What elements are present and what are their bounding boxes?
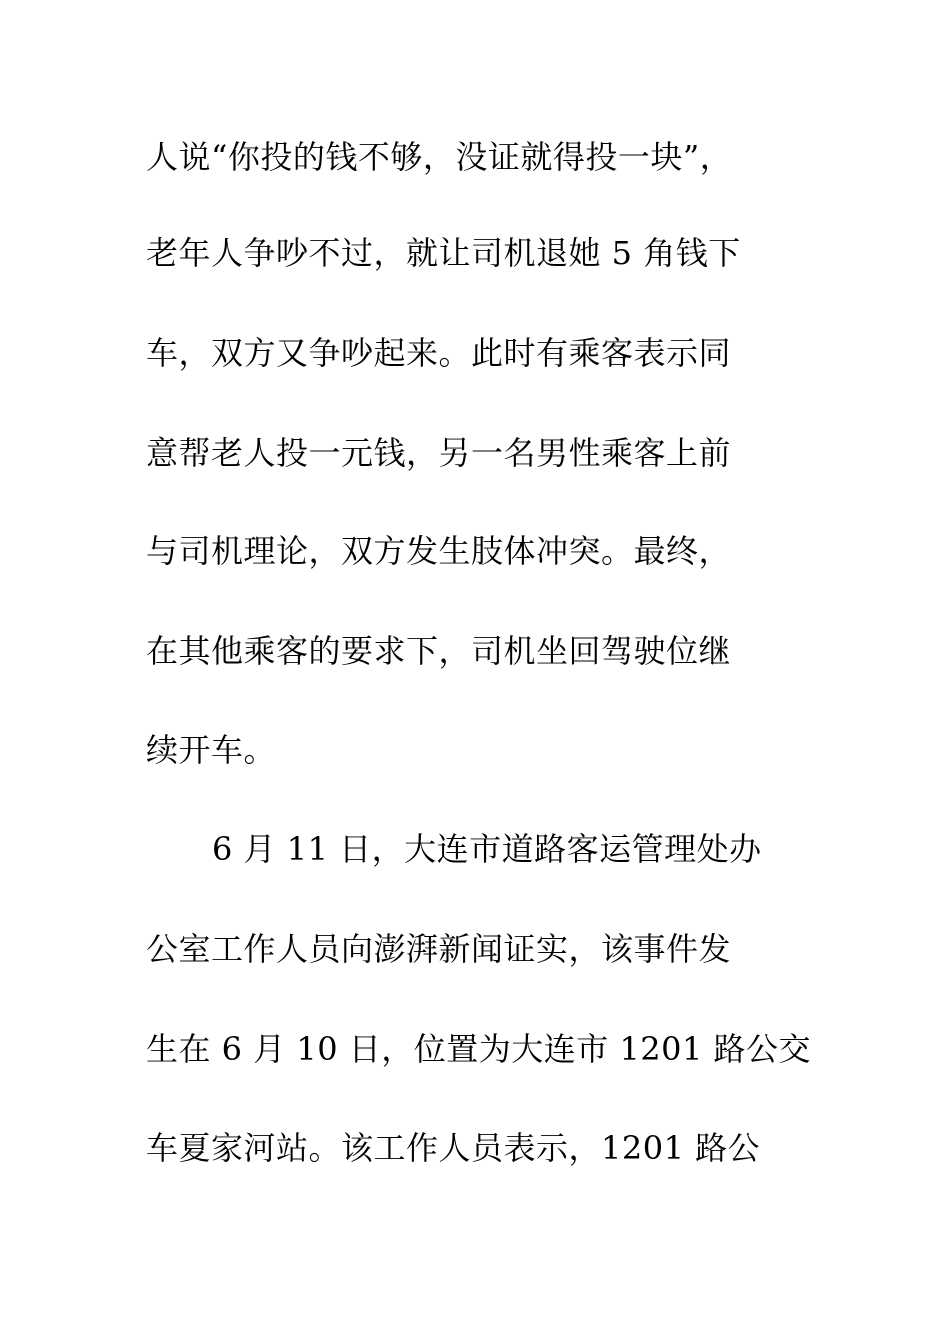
paragraph-first-line: 6 月 11 日，大连市道路客运管理处办: [212, 830, 762, 868]
text-line: 在其他乘客的要求下，司机坐回驾驶位继: [146, 632, 732, 670]
text-line: 续开车。: [146, 731, 277, 769]
text-line: 意帮老人投一元钱，另一名男性乘客上前: [146, 434, 732, 472]
text-line: 车夏家河站。该工作人员表示，1201 路公: [146, 1129, 761, 1167]
text-line: 生在 6 月 10 日，位置为大连市 1201 路公交: [146, 1030, 812, 1068]
text-line: 人说“你投的钱不够，没证就得投一块”，: [146, 138, 733, 176]
text-line: 车，双方又争吵起来。此时有乘客表示同: [146, 334, 732, 372]
text-line: 公室工作人员向澎湃新闻证实，该事件发: [146, 930, 732, 968]
text-line: 老年人争吵不过，就让司机退她 5 角钱下: [146, 234, 741, 272]
text-line: 与司机理论，双方发生肢体冲突。最终，: [146, 532, 732, 570]
